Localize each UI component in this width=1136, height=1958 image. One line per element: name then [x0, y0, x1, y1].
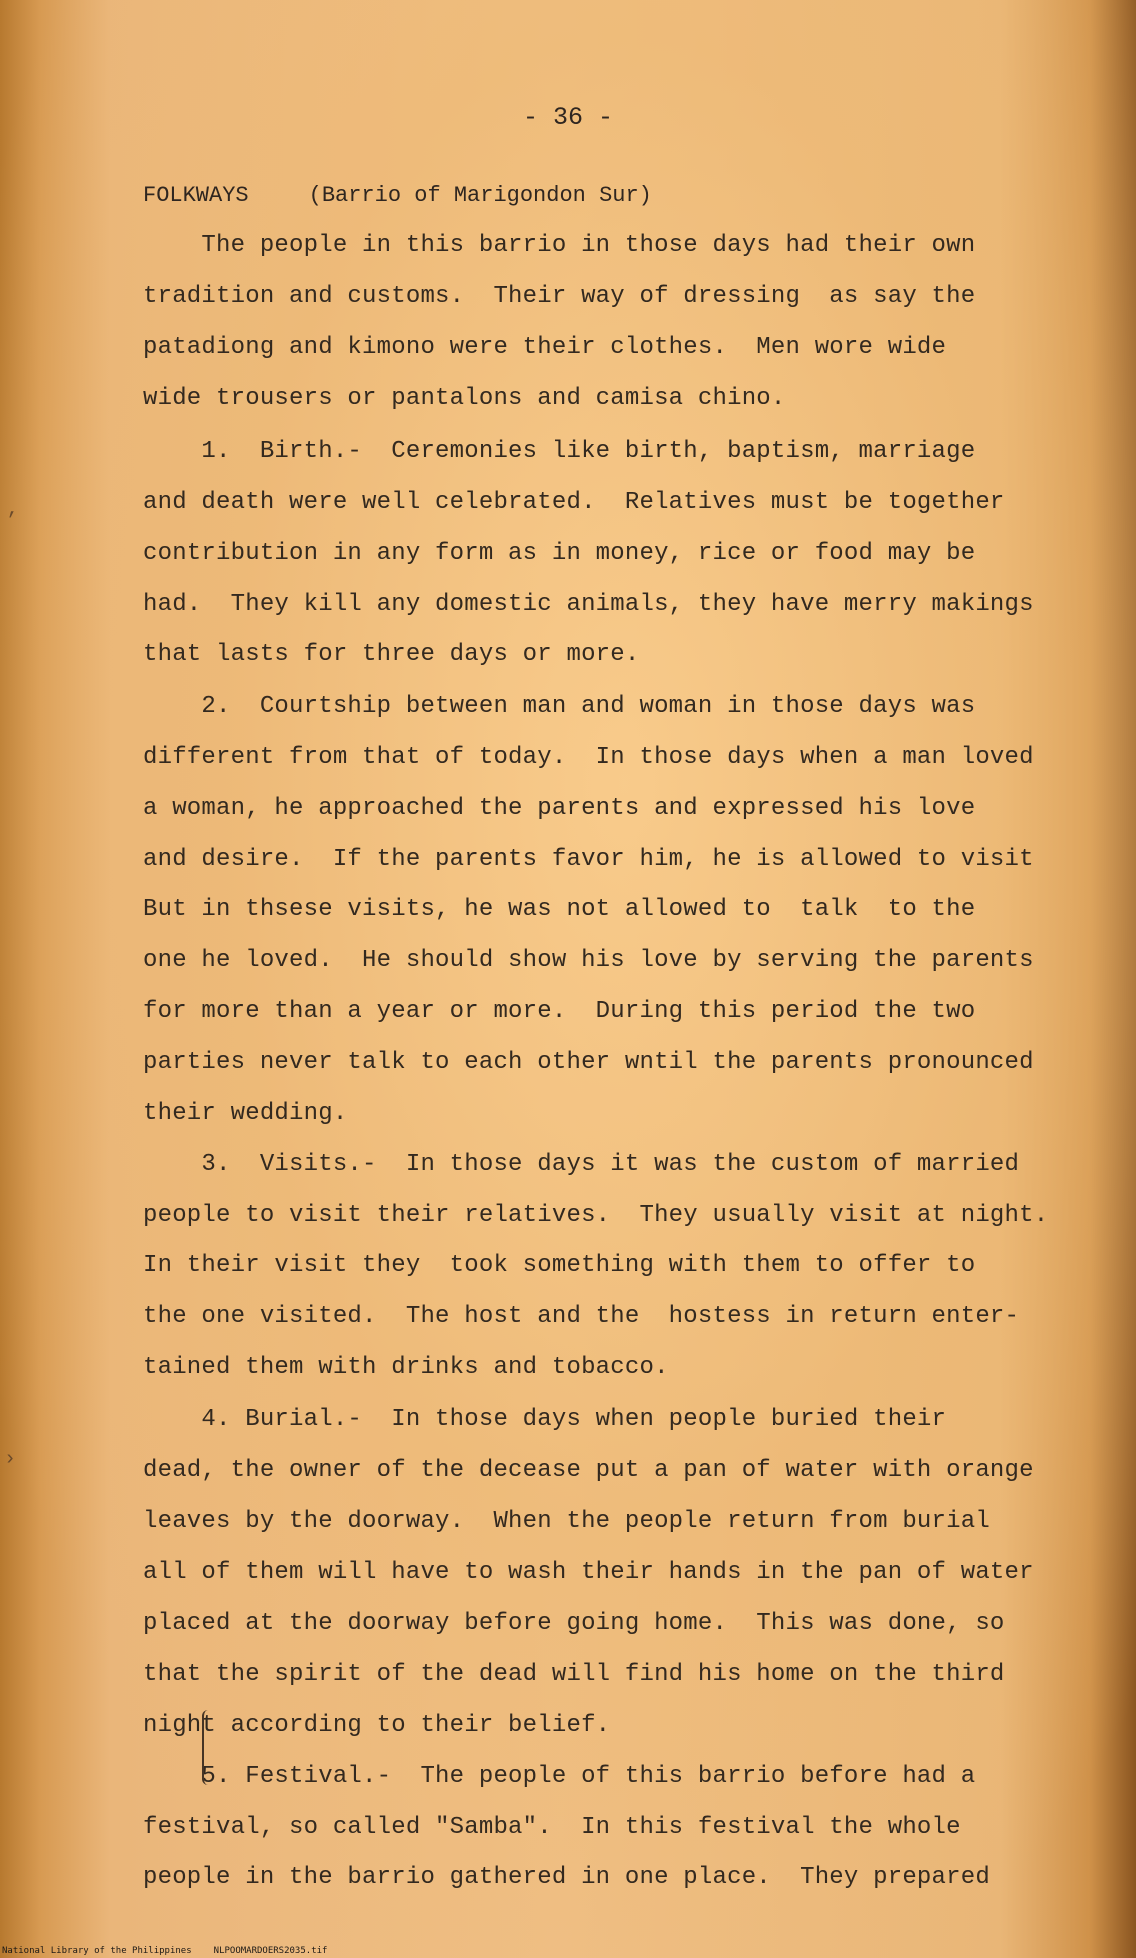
text-line: 3. Visits.- In those days it was the custom of married [143, 1151, 1020, 1178]
text-line: night according to their belief. [143, 1712, 611, 1739]
text-line: leaves by the doorway. When the people return from burial [143, 1508, 990, 1535]
page-heading [143, 183, 652, 208]
text-line: tradition and customs. Their way of dressing as say the [143, 283, 976, 310]
text-line: contribution in any form as in money, rice or food may be [143, 540, 976, 567]
footer-library: National Library of the Philippines [2, 1946, 192, 1956]
text-line: 2. Courtship between man and woman in those days was [143, 693, 976, 720]
text-line: festival, so called "Samba". In this festival the whole [143, 1814, 961, 1841]
text-line: In their visit they took something with them to offer to [143, 1252, 976, 1279]
text-line: their wedding. [143, 1100, 348, 1127]
text-line: a woman, he approached the parents and expressed his love [143, 795, 976, 822]
text-line: 5. Festival.- The people of this barrio before had a [143, 1763, 976, 1790]
text-line: people in the barrio gathered in one place. They prepared [143, 1864, 990, 1891]
scan-footer [2, 1946, 327, 1956]
margin-smudge-mark: › [4, 1448, 17, 1471]
text-line: patadiong and kimono were their clothes. Men wore wide [143, 334, 947, 361]
text-line: 4. Burial.- In those days when people buried their [143, 1406, 947, 1433]
page-number: - 36 - [522, 103, 613, 132]
text-line: the one visited. The host and the hostess in return enter- [143, 1303, 1020, 1330]
text-line: that the spirit of the dead will find his home on the third [143, 1661, 1005, 1688]
text-line: and death were well celebrated. Relatives must be together [143, 489, 1005, 516]
text-line: and desire. If the parents favor him, he is allowed to visit [143, 846, 1034, 873]
text-line: placed at the doorway before going home. This was done, so [143, 1610, 1005, 1637]
text-line: dead, the owner of the decease put a pan of water with orange [143, 1457, 1034, 1484]
text-line: parties never talk to each other wntil the parents pronounced [143, 1049, 1034, 1076]
text-line: But in thsese visits, he was not allowed to talk to the [143, 896, 976, 923]
footer-file: NLPOOMARDOERS2035.tif [213, 1946, 328, 1956]
text-line: different from that of today. In those days when a man loved [143, 744, 1034, 771]
text-line: 1. Birth.- Ceremonies like birth, baptism, marriage [143, 438, 976, 465]
text-line: The people in this barrio in those days had their own [143, 232, 976, 259]
text-line: for more than a year or more. During this period the two [143, 998, 976, 1025]
heading-title: FOLKWAYS [143, 183, 249, 208]
text-line: wide trousers or pantalons and camisa chino. [143, 385, 786, 412]
pencil-bracket-mark [202, 1710, 210, 1785]
margin-smudge-mark: ‚ [6, 498, 19, 521]
heading-subtitle: (Barrio of Marigondon Sur) [308, 183, 652, 208]
text-line: that lasts for three days or more. [143, 641, 640, 668]
text-line: all of them will have to wash their hands in the pan of water [143, 1559, 1034, 1586]
text-line: tained them with drinks and tobacco. [143, 1354, 669, 1381]
text-line: had. They kill any domestic animals, they have merry makings [143, 591, 1034, 618]
text-line: one he loved. He should show his love by serving the parents [143, 947, 1034, 974]
text-line: people to visit their relatives. They usually visit at night. [143, 1202, 1049, 1229]
